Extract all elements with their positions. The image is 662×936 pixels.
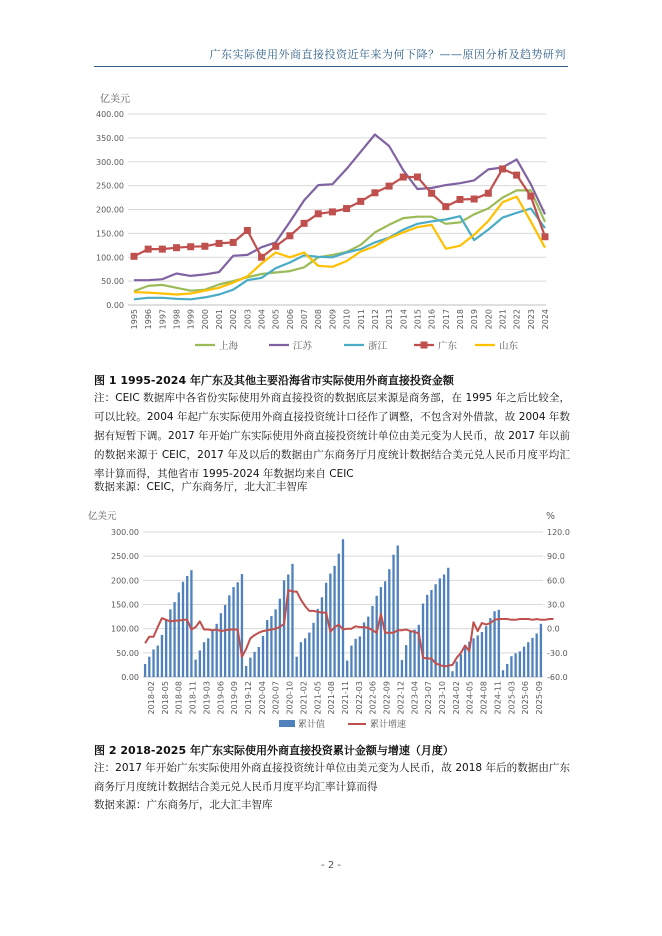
bar-cumulative bbox=[325, 583, 327, 677]
x-tick-label: 2024-11 bbox=[493, 681, 503, 715]
x-tick-label: 2018 bbox=[455, 309, 465, 330]
y-tick-label-right: 0.0 bbox=[547, 624, 560, 634]
bar-cumulative bbox=[540, 624, 542, 677]
bar-cumulative bbox=[199, 650, 201, 677]
y-tick-label-left: 300.00 bbox=[111, 528, 139, 537]
bar-cumulative bbox=[367, 617, 369, 677]
y-tick-label: 250.00 bbox=[96, 181, 124, 191]
bar-cumulative bbox=[253, 652, 255, 677]
data-point-广东 bbox=[542, 233, 549, 240]
bar-cumulative bbox=[262, 636, 264, 677]
x-tick-label: 2008 bbox=[314, 309, 324, 330]
x-tick-label: 2024 bbox=[541, 309, 550, 330]
y-tick-label: 400.00 bbox=[96, 110, 124, 119]
x-tick-label: 2012 bbox=[370, 309, 380, 330]
bar-cumulative bbox=[502, 670, 504, 677]
data-point-广东 bbox=[371, 189, 378, 196]
legend-label: 山东 bbox=[499, 341, 519, 352]
chart-guangdong-monthly bbox=[0, 506, 662, 734]
bar-cumulative bbox=[308, 633, 310, 677]
data-point-广东 bbox=[301, 220, 308, 227]
x-tick-label: 2020-04 bbox=[257, 681, 267, 715]
running-header: 广东实际使用外商直接投资近年来为何下降？——原因分析及趋势研判 bbox=[209, 48, 566, 61]
bar-cumulative bbox=[506, 664, 508, 677]
legend-marker-广东 bbox=[421, 342, 428, 349]
y-tick-label-right: 30.0 bbox=[547, 600, 565, 610]
y-tick-label: 200.00 bbox=[96, 205, 124, 215]
x-tick-label: 2021-05 bbox=[313, 681, 323, 715]
x-tick-label: 1997 bbox=[158, 309, 168, 330]
x-tick-label: 2019-06 bbox=[216, 681, 226, 715]
figure2-caption: 图 2 2018-2025 年广东实际使用外商直接投资累计金额与增速（月度） bbox=[94, 744, 454, 757]
x-tick-label: 2024-08 bbox=[479, 681, 489, 715]
bar-cumulative bbox=[489, 618, 491, 677]
data-point-广东 bbox=[244, 227, 251, 234]
data-point-广东 bbox=[201, 243, 208, 250]
x-tick-label: 2013 bbox=[385, 309, 395, 330]
x-tick-label: 2005 bbox=[271, 309, 281, 330]
y-tick-label: 350.00 bbox=[96, 133, 124, 143]
data-point-广东 bbox=[286, 232, 293, 239]
y-tick-label: 50.00 bbox=[101, 277, 124, 287]
bar-cumulative bbox=[207, 638, 209, 677]
y-tick-label-right: 90.0 bbox=[547, 552, 565, 562]
bar-cumulative bbox=[245, 666, 247, 677]
data-point-广东 bbox=[428, 190, 435, 197]
bar-cumulative bbox=[359, 636, 361, 677]
figure1-source: 数据来源：CEIC，广东商务厅，北大汇丰智库 bbox=[94, 481, 308, 493]
data-point-广东 bbox=[230, 239, 237, 246]
bar-cumulative bbox=[338, 554, 340, 677]
bar-cumulative bbox=[371, 606, 373, 677]
x-tick-label: 2021 bbox=[498, 309, 508, 330]
bar-cumulative bbox=[274, 609, 276, 677]
legend-label: 江苏 bbox=[293, 341, 313, 352]
x-tick-label: 2019-09 bbox=[230, 681, 240, 715]
data-point-广东 bbox=[414, 174, 421, 181]
bar-cumulative bbox=[380, 587, 382, 677]
bar-cumulative bbox=[477, 635, 479, 677]
bar-cumulative bbox=[401, 660, 403, 677]
y-tick-label: 0.00 bbox=[106, 301, 124, 310]
bar-cumulative bbox=[426, 595, 428, 677]
bar-cumulative bbox=[527, 642, 529, 677]
bar-cumulative bbox=[451, 671, 453, 677]
bar-cumulative bbox=[211, 631, 213, 677]
x-tick-label: 2006 bbox=[285, 309, 295, 330]
x-tick-label: 2021-11 bbox=[341, 681, 350, 715]
data-point-广东 bbox=[442, 203, 449, 210]
legend-swatch-bar bbox=[279, 720, 295, 727]
bar-cumulative bbox=[409, 632, 411, 677]
bar-cumulative bbox=[536, 634, 538, 678]
x-tick-label: 2019 bbox=[470, 309, 480, 330]
x-tick-label: 2002 bbox=[229, 309, 239, 330]
x-tick-label: 2014 bbox=[399, 309, 409, 330]
bar-cumulative bbox=[350, 646, 352, 677]
x-tick-label: 2022 bbox=[512, 309, 522, 330]
x-tick-label: 2018-02 bbox=[147, 681, 156, 715]
y-tick-label-left: 0.00 bbox=[121, 673, 139, 682]
figure1-note: 注：CEIC 数据库中各省份实际使用外商直接投资的数据底层来源是商务部，在 1995 年之后比较全，可以比较。2004 年起广东实际使用外商直接投资统计口径作了调整，不包含对外借款，故 2004 年数据有短暂下调。2017 年开始广东实际使用外商直接投资统计单位由美元变为人民币，故 2017 年以前的数据来源于 CEIC，2017 年及以后的数据由广东商务厅月度统计数据结合美元兑人民币月度平均汇率计算而得，其他省市 1995-2024 年数据均来自 CEIC bbox=[94, 392, 570, 480]
bar-cumulative bbox=[169, 609, 171, 677]
data-point-广东 bbox=[343, 205, 350, 212]
legend-label: 上海 bbox=[219, 341, 239, 352]
x-tick-label: 2011 bbox=[356, 309, 366, 330]
figure2-note: 注：2017 年开始广东实际使用外商直接投资统计单位由美元变为人民币，故 2018 年后的数据由广东商务厅月度统计数据结合美元兑人民币月度平均汇率计算而得 bbox=[94, 762, 570, 793]
bar-cumulative bbox=[291, 564, 293, 677]
x-tick-label: 2021-08 bbox=[327, 681, 337, 715]
figure1-caption: 图 1 1995-2024 年广东及其他主要沿海省市实际使用外商直接投资金额 bbox=[94, 374, 454, 387]
x-tick-label: 2023-10 bbox=[438, 681, 447, 715]
y-axis-title: 亿美元 bbox=[100, 94, 130, 105]
data-point-广东 bbox=[471, 195, 478, 202]
x-tick-label: 2025-09 bbox=[535, 681, 544, 715]
bar-cumulative bbox=[228, 595, 230, 677]
data-point-广东 bbox=[400, 174, 407, 181]
x-tick-label: 2022-12 bbox=[396, 681, 406, 715]
data-point-广东 bbox=[258, 254, 265, 261]
data-point-广东 bbox=[456, 196, 463, 203]
bar-cumulative bbox=[279, 599, 281, 677]
bar-cumulative bbox=[485, 626, 487, 677]
data-point-广东 bbox=[216, 240, 223, 247]
data-point-广东 bbox=[131, 253, 138, 260]
y-axis-title-left: 亿美元 bbox=[88, 511, 117, 522]
x-tick-label: 2020 bbox=[484, 309, 494, 330]
figure2-source: 数据来源：广东商务厅，北大汇丰智库 bbox=[94, 799, 273, 811]
bar-cumulative bbox=[464, 645, 466, 677]
chart-fdi-provinces bbox=[0, 88, 662, 363]
x-tick-label: 2024-05 bbox=[465, 681, 475, 715]
bar-cumulative bbox=[296, 657, 298, 677]
bar-cumulative bbox=[220, 613, 222, 677]
bar-cumulative bbox=[148, 657, 150, 677]
bar-cumulative bbox=[510, 656, 512, 677]
header-rule bbox=[94, 66, 568, 67]
x-tick-label: 2025-03 bbox=[507, 681, 517, 715]
data-point-广东 bbox=[513, 172, 520, 179]
bar-cumulative bbox=[182, 582, 184, 677]
bar-cumulative bbox=[249, 658, 251, 677]
y-tick-label-left: 150.00 bbox=[111, 600, 139, 610]
bar-cumulative bbox=[472, 638, 474, 677]
x-tick-label: 2009 bbox=[328, 309, 338, 330]
bar-cumulative bbox=[430, 590, 432, 677]
bar-cumulative bbox=[523, 647, 525, 677]
page-number: - 2 - bbox=[321, 860, 341, 871]
y-tick-label-left: 100.00 bbox=[111, 624, 139, 634]
series-line-江苏 bbox=[134, 135, 545, 281]
x-tick-label: 2023-07 bbox=[424, 681, 434, 715]
bar-cumulative bbox=[178, 592, 180, 677]
bar-cumulative bbox=[333, 566, 335, 677]
x-tick-label: 2020-07 bbox=[271, 681, 281, 715]
x-tick-label: 2001 bbox=[215, 309, 225, 330]
bar-cumulative bbox=[300, 642, 302, 677]
x-tick-label: 2007 bbox=[300, 309, 310, 330]
bar-cumulative bbox=[241, 574, 243, 677]
x-tick-label: 2018-11 bbox=[188, 681, 198, 715]
bar-cumulative bbox=[165, 619, 167, 677]
bar-cumulative bbox=[186, 576, 188, 677]
x-tick-label: 2022-09 bbox=[382, 681, 392, 715]
x-tick-label: 2019-12 bbox=[244, 681, 253, 715]
y-tick-label: 300.00 bbox=[96, 157, 124, 167]
bar-cumulative bbox=[157, 646, 159, 677]
bar-cumulative bbox=[258, 647, 260, 677]
bar-cumulative bbox=[270, 616, 272, 677]
bar-cumulative bbox=[397, 546, 399, 677]
bar-cumulative bbox=[266, 620, 268, 677]
bar-cumulative bbox=[519, 651, 521, 677]
x-tick-label: 2025-06 bbox=[521, 681, 531, 715]
bar-cumulative bbox=[152, 649, 154, 677]
x-tick-label: 2023-04 bbox=[410, 681, 420, 715]
data-point-广东 bbox=[315, 210, 322, 217]
legend-label: 累计值 bbox=[298, 720, 326, 730]
data-point-广东 bbox=[329, 208, 336, 215]
x-tick-label: 2021-02 bbox=[299, 681, 309, 715]
data-point-广东 bbox=[145, 246, 152, 253]
bar-cumulative bbox=[456, 662, 458, 677]
bar-cumulative bbox=[363, 622, 365, 677]
x-tick-label: 2000 bbox=[200, 309, 210, 330]
bar-cumulative bbox=[439, 578, 441, 677]
data-point-广东 bbox=[187, 243, 194, 250]
x-tick-label: 2022-06 bbox=[368, 681, 378, 715]
bar-cumulative bbox=[460, 654, 462, 677]
bar-cumulative bbox=[203, 642, 205, 677]
y-tick-label-right: 120.0 bbox=[547, 528, 570, 537]
y-tick-label-left: 250.00 bbox=[111, 552, 139, 562]
bar-cumulative bbox=[346, 661, 348, 677]
bar-cumulative bbox=[312, 623, 314, 677]
y-tick-label-right: 60.0 bbox=[547, 576, 565, 586]
bar-cumulative bbox=[405, 645, 407, 677]
series-line-浙江 bbox=[134, 209, 545, 300]
bar-cumulative bbox=[481, 632, 483, 677]
bar-cumulative bbox=[443, 575, 445, 677]
legend-label: 广东 bbox=[438, 341, 458, 352]
bar-cumulative bbox=[388, 569, 390, 677]
y-tick-label: 150.00 bbox=[96, 229, 124, 239]
bar-cumulative bbox=[514, 653, 516, 677]
x-tick-label: 2010 bbox=[342, 309, 352, 330]
x-tick-label: 1996 bbox=[144, 309, 154, 330]
x-tick-label: 2019-03 bbox=[202, 681, 212, 715]
x-tick-label: 2023 bbox=[526, 309, 536, 330]
data-point-广东 bbox=[485, 190, 492, 197]
bar-cumulative bbox=[422, 604, 424, 677]
data-point-广东 bbox=[173, 244, 180, 251]
x-tick-label: 2004 bbox=[257, 309, 267, 330]
x-tick-label: 2020-10 bbox=[285, 681, 295, 715]
y-tick-label-left: 200.00 bbox=[111, 576, 139, 586]
y-tick-label-right: -60.0 bbox=[547, 673, 568, 682]
x-tick-label: 2016 bbox=[427, 309, 437, 330]
y-tick-label-right: -30.0 bbox=[547, 648, 568, 658]
y-tick-label: 100.00 bbox=[96, 253, 124, 263]
x-tick-label: 2018-08 bbox=[174, 681, 184, 715]
bar-cumulative bbox=[413, 630, 415, 677]
x-tick-label: 2018-05 bbox=[160, 681, 170, 715]
bar-cumulative bbox=[283, 580, 285, 677]
bar-cumulative bbox=[173, 602, 175, 677]
bar-cumulative bbox=[144, 664, 146, 677]
bar-cumulative bbox=[161, 635, 163, 677]
bar-cumulative bbox=[304, 638, 306, 677]
data-point-广东 bbox=[499, 165, 506, 172]
x-tick-label: 2003 bbox=[243, 309, 253, 330]
data-point-广东 bbox=[357, 198, 364, 205]
bar-cumulative bbox=[392, 555, 394, 677]
bar-cumulative bbox=[531, 638, 533, 677]
legend-label: 浙江 bbox=[368, 341, 388, 352]
bar-cumulative bbox=[317, 609, 319, 677]
x-tick-label: 2024-02 bbox=[451, 681, 461, 715]
bar-cumulative bbox=[376, 596, 378, 677]
bar-cumulative bbox=[190, 570, 192, 677]
legend-label: 累计增速 bbox=[370, 720, 407, 730]
x-tick-label: 2017 bbox=[441, 309, 451, 330]
y-tick-label-left: 50.00 bbox=[116, 648, 139, 658]
x-tick-label: 1995 bbox=[130, 309, 139, 330]
x-tick-label: 1998 bbox=[172, 309, 182, 330]
bar-cumulative bbox=[232, 587, 234, 677]
x-tick-label: 2022-03 bbox=[354, 681, 364, 715]
bar-cumulative bbox=[194, 660, 196, 677]
bar-cumulative bbox=[216, 624, 218, 677]
data-point-广东 bbox=[527, 193, 534, 200]
bar-cumulative bbox=[354, 639, 356, 677]
bar-cumulative bbox=[447, 568, 449, 677]
data-point-广东 bbox=[386, 183, 393, 190]
data-point-广东 bbox=[159, 246, 166, 253]
data-point-广东 bbox=[272, 243, 279, 250]
bar-cumulative bbox=[342, 539, 344, 677]
x-tick-label: 2015 bbox=[413, 309, 423, 330]
bar-cumulative bbox=[224, 605, 226, 677]
series-line-广东 bbox=[134, 169, 545, 257]
bar-cumulative bbox=[321, 597, 323, 677]
y-axis-title-right: % bbox=[546, 511, 556, 522]
x-tick-label: 1999 bbox=[186, 309, 196, 330]
